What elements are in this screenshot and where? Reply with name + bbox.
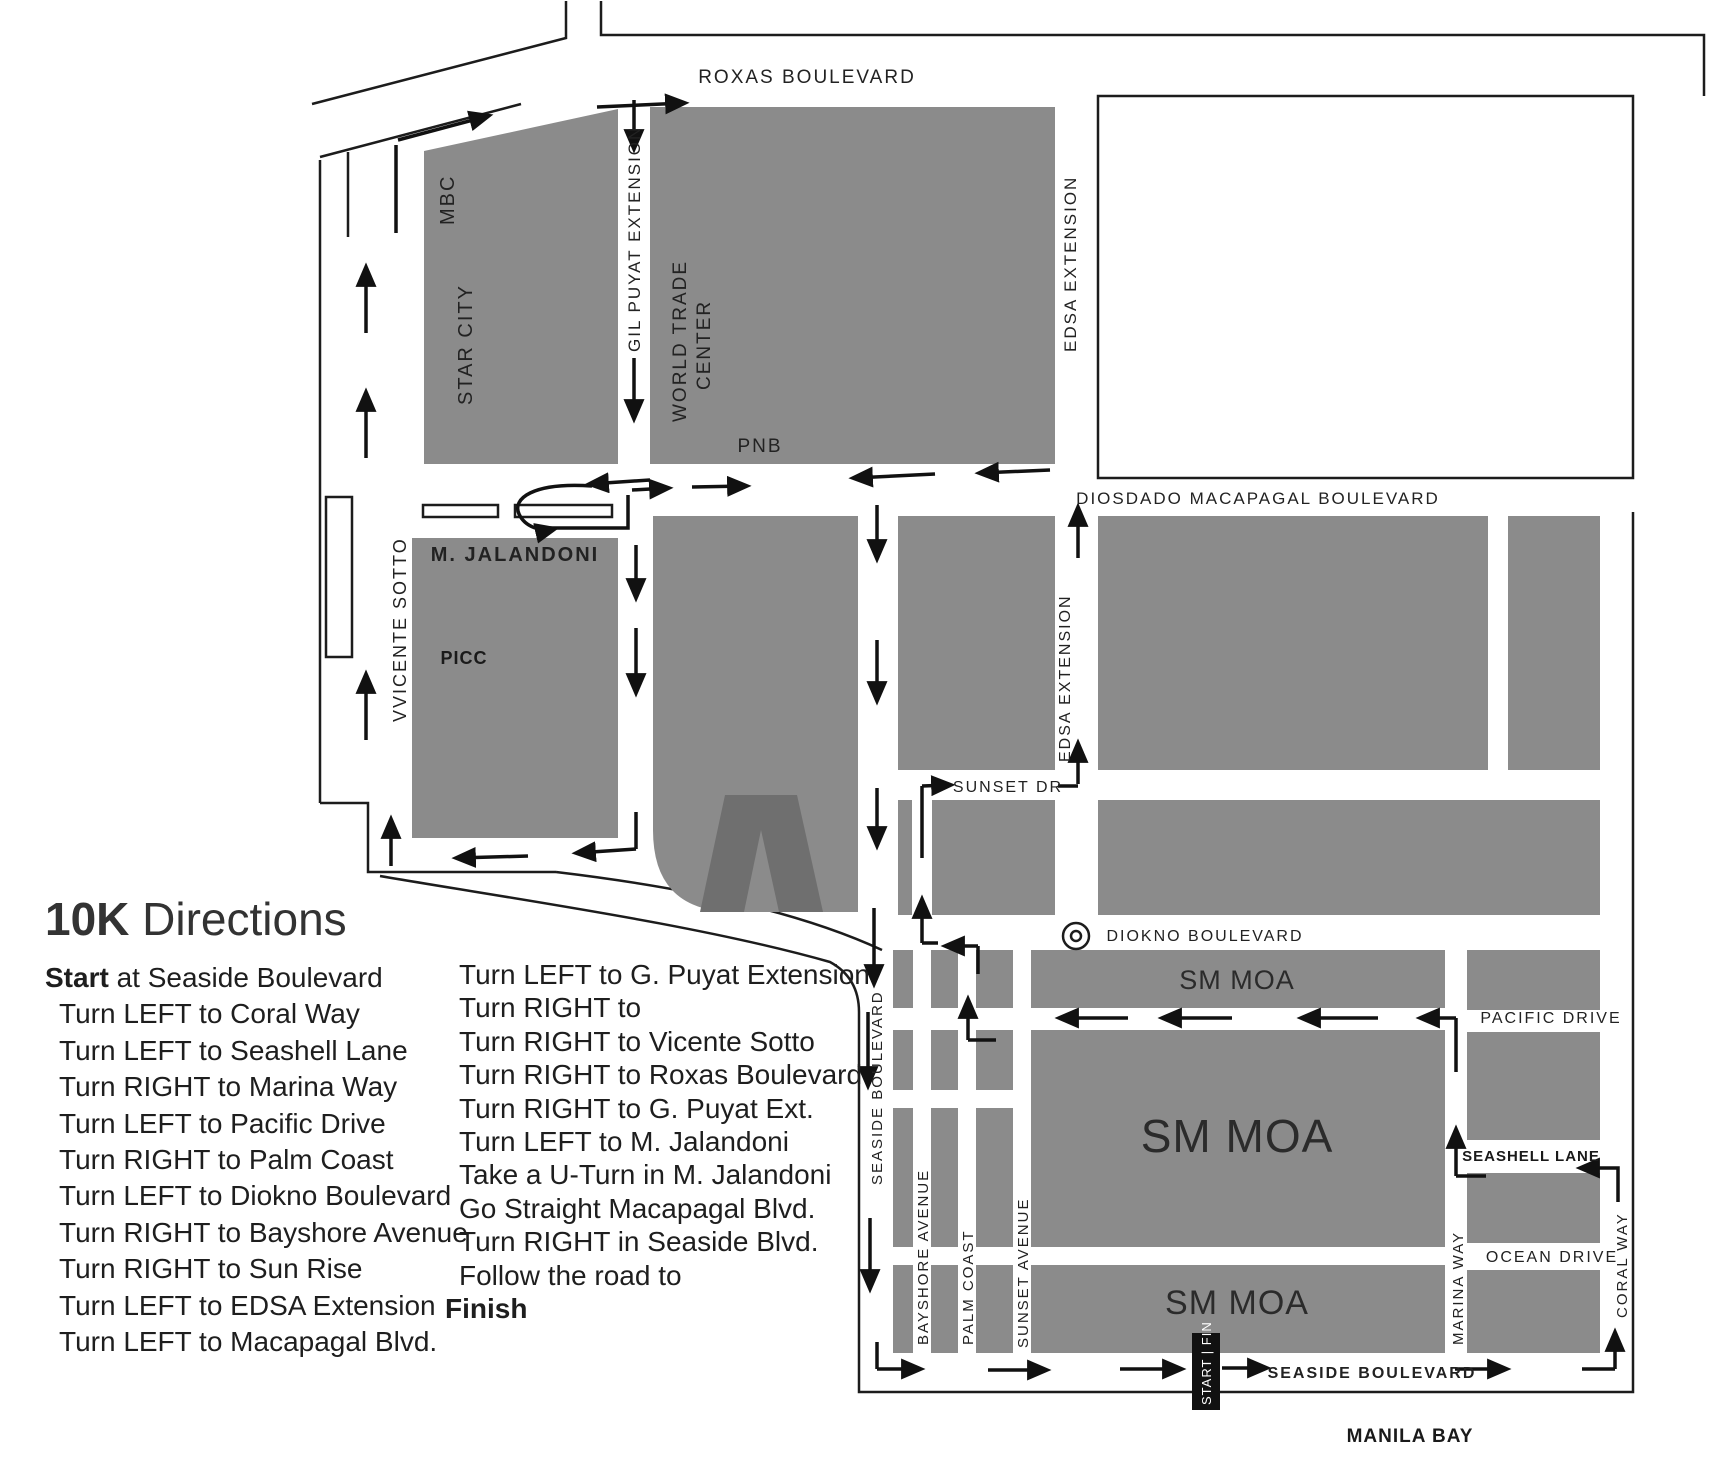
label-sunset-avenue: SUNSET AVENUE [1015, 1197, 1032, 1348]
block-picc [412, 538, 618, 838]
direction-step: Turn RIGHT to Sun Rise [59, 1253, 363, 1285]
block-col [931, 950, 958, 1008]
block-col [931, 1265, 958, 1353]
block-world-trade-center [650, 107, 1055, 464]
label-wtc-center: CENTER [694, 299, 715, 390]
direction-step: Turn LEFT to Coral Way [59, 998, 360, 1030]
route-arrow [398, 116, 488, 140]
block-east [1467, 1173, 1600, 1243]
direction-step: Turn RIGHT to Marina Way [59, 1071, 398, 1103]
label-roxas-boulevard: ROXAS BOULEVARD [698, 67, 916, 88]
route-arrow [577, 849, 636, 853]
label-sm-moa-main: SM MOA [1140, 1110, 1334, 1162]
block-sunset-south [932, 800, 1055, 915]
block-col [931, 1108, 958, 1247]
label-vicente-sotto: VVICENTE SOTTO [390, 537, 410, 722]
jalandoni-median-east [515, 505, 612, 517]
block-above-diokno [1098, 800, 1600, 915]
label-pacific-drive: PACIFIC DRIVE [1480, 1010, 1622, 1027]
block-strip [898, 800, 912, 915]
label-sm-moa-north: SM MOA [1179, 965, 1295, 995]
page-title [45, 892, 347, 946]
block-east-narrow [1508, 516, 1600, 770]
block-mbc-star-city [424, 109, 618, 464]
label-sm-moa-south: SM MOA [1165, 1284, 1309, 1322]
label-star-city: STAR CITY [455, 284, 477, 405]
block-col [976, 1108, 1013, 1247]
direction-step: Turn LEFT to EDSA Extension [59, 1289, 436, 1321]
route-arrow [457, 856, 528, 858]
direction-step: Turn LEFT to Macapagal Blvd. [59, 1326, 438, 1358]
route-arrow [632, 488, 668, 490]
label-mbc: MBC [437, 174, 459, 225]
direction-step: Turn RIGHT to Vicente Sotto [459, 1025, 815, 1057]
route-line [1604, 1168, 1618, 1202]
directions-list-left [45, 960, 468, 1360]
direction-step: Start at Seaside Boulevard [45, 962, 383, 993]
route-arrow [692, 486, 746, 487]
direction-step: Finish [445, 1293, 528, 1325]
direction-step: Turn LEFT to Seashell Lane [59, 1034, 408, 1066]
outlined-block-top-right [1098, 96, 1633, 478]
label-ocean-drive: OCEAN DRIVE [1485, 1249, 1619, 1266]
direction-step: Turn LEFT to G. Puyat Extension [459, 959, 870, 990]
direction-step: Take a U-Turn in M. Jalandoni [459, 1159, 832, 1191]
block-col [976, 950, 1013, 1008]
block-col [931, 1030, 958, 1090]
label-seaside-boulevard-vertical: SEASIDE BOULEVARD [869, 990, 886, 1185]
label-world-trade: WORLD TRADE [670, 259, 691, 422]
route-arrow [854, 474, 935, 478]
direction-step: Turn LEFT to Diokno Boulevard [59, 1180, 452, 1212]
block-col [976, 1265, 1013, 1353]
label-sunset-dr: SUNSET DR [952, 779, 1064, 796]
label-edsa-extension-mid: EDSA EXTENSION [1057, 594, 1074, 762]
label-coral-way: CORAL WAY [1614, 1212, 1631, 1318]
direction-step: Turn RIGHT to Palm Coast [59, 1144, 394, 1176]
title-directions: Directions [129, 893, 347, 945]
directions-list-right [445, 958, 870, 1325]
title-10k: 10K [45, 893, 130, 945]
block-col [893, 1030, 913, 1090]
label-marina-way: MARINA WAY [1450, 1230, 1467, 1345]
label-diosdado-macapagal: DIOSDADO MACAPAGAL BOULEVARD [1076, 489, 1440, 508]
direction-step: Turn LEFT to M. Jalandoni [459, 1126, 789, 1158]
direction-step: Turn LEFT to Pacific Drive [59, 1107, 386, 1139]
direction-step: Turn RIGHT to [459, 992, 642, 1024]
direction-step: Turn RIGHT to Bayshore Avenue [59, 1216, 468, 1248]
label-seaside-boulevard-horizontal: SEASIDE BOULEVARD [1267, 1365, 1477, 1382]
direction-step: Turn RIGHT in Seaside Blvd. [459, 1226, 819, 1258]
label-palm-coast: PALM COAST [960, 1229, 977, 1345]
rotunda-inner-circle [1071, 931, 1081, 941]
vicente-sotto-median [326, 497, 352, 657]
block-east-of-edsa [1098, 516, 1488, 770]
direction-step: Turn RIGHT to G. Puyat Ext. [459, 1092, 814, 1124]
direction-step: Go Straight Macapagal Blvd. [459, 1192, 816, 1224]
label-pnb: PNB [737, 436, 783, 457]
route-arrow [590, 480, 650, 484]
label-seashell-lane: SEASHELL LANE [1462, 1148, 1600, 1165]
block-east [1467, 1270, 1600, 1353]
label-diokno-boulevard: DIOKNO BOULEVARD [1106, 928, 1304, 945]
direction-step: Turn RIGHT to Roxas Boulevard [459, 1059, 863, 1091]
block-col [893, 1108, 913, 1247]
directions-panel [45, 892, 347, 968]
route-arrow [980, 470, 1050, 473]
block-col [893, 950, 913, 1008]
block-east [1467, 950, 1600, 1010]
label-picc: PICC [440, 648, 488, 668]
block-east [1467, 1032, 1600, 1140]
route-arrow [597, 103, 684, 107]
start-finish-marker [1192, 1321, 1220, 1410]
block-west-of-edsa [898, 516, 1055, 770]
label-manila-bay: MANILA BAY [1346, 1426, 1474, 1447]
jalandoni-median-west [423, 505, 498, 517]
direction-step: Follow the road to [459, 1259, 682, 1291]
block-col [893, 1265, 913, 1353]
label-m-jalandoni: M. JALANDONI [430, 544, 600, 566]
label-gil-puyat-extension: GIL PUYAT EXTENSION [625, 125, 644, 352]
route-arrow [922, 785, 950, 786]
label-bayshore-avenue: BAYSHORE AVENUE [915, 1168, 932, 1345]
start-finish-label: START | FIN [1199, 1321, 1214, 1405]
label-edsa-extension-top: EDSA EXTENSION [1061, 175, 1080, 352]
rotunda [1063, 923, 1089, 949]
